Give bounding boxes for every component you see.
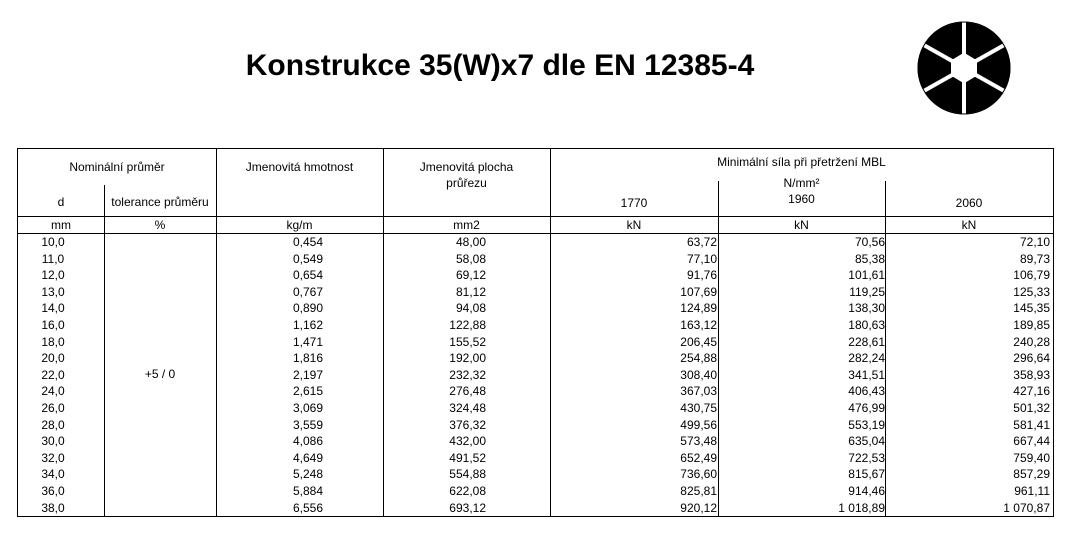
cell-mbl-1960: 635,04 xyxy=(848,434,885,449)
cell-diameter: 13,0 xyxy=(41,284,65,299)
table-row xyxy=(18,300,1053,317)
cell-mbl-2060: 501,32 xyxy=(1013,401,1050,415)
cell-mbl-1960: 138,30 xyxy=(848,301,885,316)
cell-mbl-2060: 106,79 xyxy=(1013,268,1050,283)
table-row xyxy=(18,367,1053,384)
table-row xyxy=(18,433,1053,450)
table-row xyxy=(18,450,1053,467)
cell-mbl-1960: 282,24 xyxy=(848,351,885,366)
cell-area: 276,48 xyxy=(449,384,486,399)
cell-mbl-1770: 107,69 xyxy=(680,284,717,299)
cell-mbl-2060: 961,11 xyxy=(1014,484,1050,498)
header-tolerance: tolerance průměru xyxy=(111,195,209,209)
cell-mbl-1960: 228,61 xyxy=(848,334,885,349)
cell-diameter: 36,0 xyxy=(41,484,65,498)
cell-area: 324,48 xyxy=(449,401,486,415)
cell-area: 693,12 xyxy=(449,500,486,515)
cell-mbl-2060: 145,35 xyxy=(1013,301,1050,316)
cell-mbl-1960: 180,63 xyxy=(848,318,885,332)
cell-diameter: 22,0 xyxy=(41,367,65,382)
cell-weight: 0,890 xyxy=(292,301,323,316)
cell-mbl-1770: 163,12 xyxy=(680,318,717,332)
cell-area: 376,32 xyxy=(449,417,486,432)
cell-mbl-2060: 581,41 xyxy=(1013,417,1050,432)
cell-mbl-1770: 825,81 xyxy=(680,484,717,498)
cell-area: 192,00 xyxy=(449,351,486,366)
unit-weight: kg/m xyxy=(286,218,313,232)
cell-weight: 1,162 xyxy=(292,318,323,332)
cell-area: 94,08 xyxy=(455,301,486,316)
cell-area: 155,52 xyxy=(449,334,486,349)
cell-mbl-1960: 101,61 xyxy=(848,268,885,283)
cell-diameter: 10,0 xyxy=(41,235,65,249)
cell-mbl-1960: 1 018,89 xyxy=(838,500,885,515)
cell-diameter: 12,0 xyxy=(41,268,65,283)
rope-specification-table xyxy=(17,148,1054,517)
cell-mbl-2060: 759,40 xyxy=(1013,450,1050,465)
page-title: Konstrukce 35(W)x7 dle EN 12385-4 xyxy=(245,49,755,82)
cell-weight: 2,197 xyxy=(292,367,323,382)
cell-area: 554,88 xyxy=(449,467,486,482)
table-row xyxy=(18,500,1053,517)
cell-mbl-1960: 914,46 xyxy=(848,484,885,498)
cell-diameter: 18,0 xyxy=(41,334,65,349)
cell-diameter: 11,0 xyxy=(41,251,65,266)
cell-mbl-1770: 920,12 xyxy=(680,500,717,515)
cell-weight: 0,454 xyxy=(292,235,323,249)
table-row xyxy=(18,234,1053,251)
cell-mbl-2060: 296,64 xyxy=(1013,351,1050,366)
cell-mbl-1960: 406,43 xyxy=(848,384,885,399)
table-row xyxy=(18,267,1053,284)
cell-mbl-2060: 189,85 xyxy=(1013,318,1050,332)
cell-area: 622,08 xyxy=(449,484,486,498)
cell-weight: 0,549 xyxy=(292,251,323,266)
cell-weight: 4,086 xyxy=(292,434,323,449)
cell-mbl-2060: 358,93 xyxy=(1013,367,1050,382)
cell-area: 58,08 xyxy=(455,251,486,266)
header-divider xyxy=(18,216,1053,217)
cell-weight: 1,471 xyxy=(292,334,323,349)
table-row xyxy=(18,483,1053,500)
tolerance-value: +5 / 0 xyxy=(144,367,176,381)
cell-diameter: 14,0 xyxy=(41,301,65,316)
header-d: d xyxy=(57,195,65,209)
header-area-line2: průřezu xyxy=(446,176,487,190)
table-row xyxy=(18,350,1053,367)
cell-mbl-1960: 119,25 xyxy=(849,284,885,299)
cell-mbl-1770: 430,75 xyxy=(680,401,717,415)
cell-mbl-1770: 124,89 xyxy=(680,301,717,316)
cell-area: 48,00 xyxy=(455,235,486,249)
cell-weight: 0,767 xyxy=(292,284,323,299)
cell-weight: 4,649 xyxy=(292,450,323,465)
cell-mbl-1770: 77,10 xyxy=(686,251,717,266)
cell-mbl-1960: 341,51 xyxy=(848,367,885,382)
unit-f2060: kN xyxy=(961,218,977,232)
unit-f1960: kN xyxy=(794,218,809,232)
cell-mbl-1770: 308,40 xyxy=(680,367,717,382)
cell-mbl-1770: 499,56 xyxy=(680,417,717,432)
cell-weight: 1,816 xyxy=(292,351,323,366)
cell-mbl-1960: 476,99 xyxy=(848,401,885,415)
cell-mbl-1770: 736,60 xyxy=(680,467,717,482)
cell-diameter: 28,0 xyxy=(41,417,65,432)
cell-mbl-1960: 85,38 xyxy=(854,251,885,266)
table-row xyxy=(18,317,1053,334)
cell-mbl-2060: 427,16 xyxy=(1013,384,1050,399)
cell-area: 432,00 xyxy=(449,434,486,449)
header-grade-1770: 1770 xyxy=(620,196,648,210)
cell-mbl-2060: 72,10 xyxy=(1019,235,1050,249)
cell-mbl-2060: 667,44 xyxy=(1013,434,1050,449)
cell-weight: 3,559 xyxy=(292,417,323,432)
table-row xyxy=(18,466,1053,483)
header-mbl-unit: N/mm² xyxy=(783,176,820,190)
table-row xyxy=(18,284,1053,301)
cell-weight: 3,069 xyxy=(292,401,323,415)
table-row xyxy=(18,400,1053,417)
table-row xyxy=(18,417,1053,434)
cell-diameter: 24,0 xyxy=(41,384,65,399)
cell-mbl-1770: 367,03 xyxy=(680,384,717,399)
table-row xyxy=(18,334,1053,351)
cell-mbl-2060: 125,33 xyxy=(1013,284,1050,299)
cell-diameter: 34,0 xyxy=(41,467,65,482)
cell-area: 81,12 xyxy=(455,284,486,299)
cell-mbl-2060: 857,29 xyxy=(1013,467,1050,482)
header-area-line1: Jmenovitá plocha xyxy=(419,160,514,174)
header-grade-1960: 1960 xyxy=(788,192,815,206)
cell-area: 232,32 xyxy=(449,367,486,382)
cell-mbl-1960: 70,56 xyxy=(854,235,885,249)
cell-diameter: 32,0 xyxy=(41,450,65,465)
header-nominal-diameter: Nominální průměr xyxy=(69,160,165,174)
cell-weight: 5,884 xyxy=(292,484,323,498)
unit-area: mm2 xyxy=(453,218,480,232)
cell-mbl-1770: 652,49 xyxy=(680,450,717,465)
cell-mbl-2060: 89,73 xyxy=(1019,251,1050,266)
cell-mbl-2060: 1 070,87 xyxy=(1003,500,1050,515)
cell-diameter: 38,0 xyxy=(41,500,65,515)
cell-diameter: 16,0 xyxy=(41,318,65,332)
header-grade-2060: 2060 xyxy=(955,196,983,210)
unit-f1770: kN xyxy=(626,218,642,232)
cell-mbl-1960: 722,53 xyxy=(848,450,885,465)
wire-rope-cross-section-icon xyxy=(910,18,1018,118)
cell-diameter: 30,0 xyxy=(41,434,65,449)
cell-weight: 5,248 xyxy=(292,467,323,482)
cell-mbl-1770: 573,48 xyxy=(680,434,717,449)
cell-weight: 0,654 xyxy=(292,268,323,283)
cell-mbl-1960: 815,67 xyxy=(848,467,885,482)
cell-weight: 6,556 xyxy=(292,500,323,515)
cell-area: 491,52 xyxy=(449,450,486,465)
table-row xyxy=(18,383,1053,400)
cell-mbl-1770: 63,72 xyxy=(686,235,717,249)
cell-mbl-1770: 206,45 xyxy=(680,334,717,349)
table-row xyxy=(18,251,1053,268)
header-mbl: Minimální síla při přetržení MBL xyxy=(717,155,886,169)
cell-mbl-1960: 553,19 xyxy=(848,417,885,432)
unit-d: mm xyxy=(51,218,71,232)
cell-diameter: 26,0 xyxy=(41,401,65,415)
cell-area: 122,88 xyxy=(449,318,486,332)
header-weight: Jmenovitá hmotnost xyxy=(245,160,354,174)
cell-area: 69,12 xyxy=(455,268,486,283)
cell-diameter: 20,0 xyxy=(41,351,65,366)
cell-mbl-2060: 240,28 xyxy=(1013,334,1050,349)
cell-weight: 2,615 xyxy=(292,384,323,399)
unit-tolerance: % xyxy=(154,218,166,232)
cell-mbl-1770: 91,76 xyxy=(686,268,717,283)
cell-mbl-1770: 254,88 xyxy=(680,351,717,366)
